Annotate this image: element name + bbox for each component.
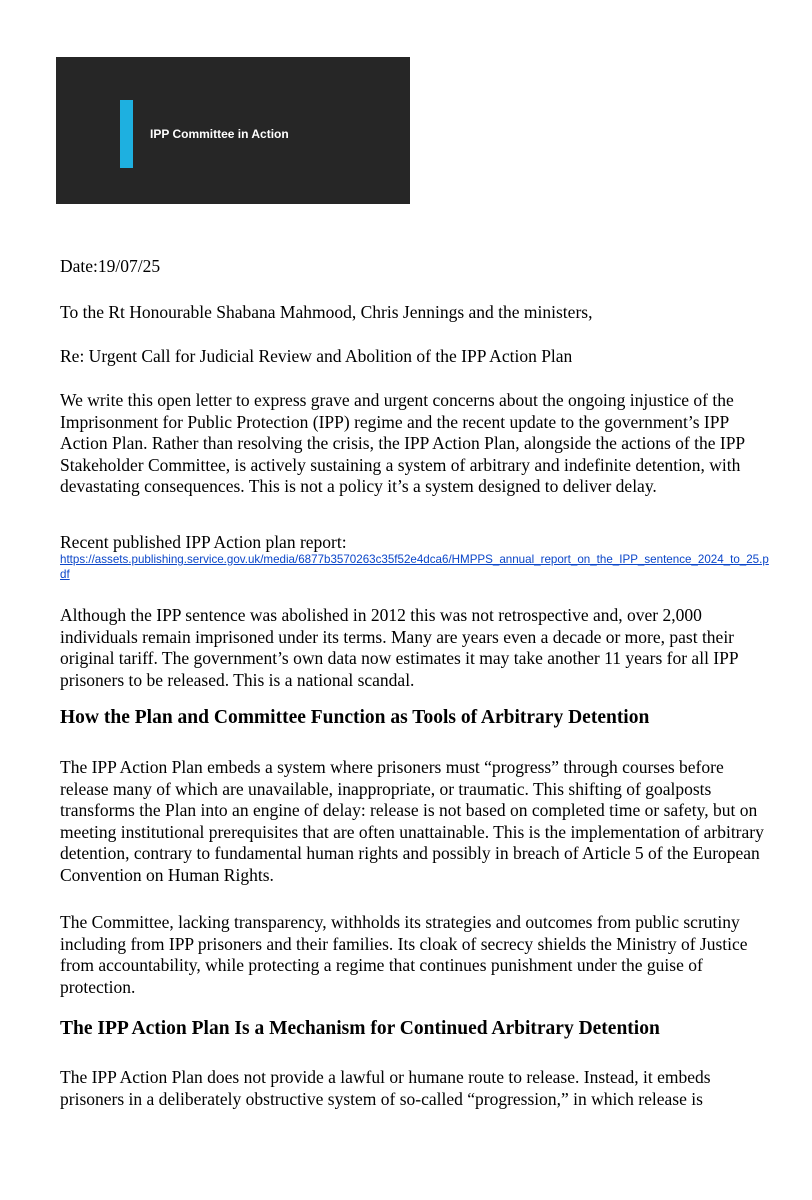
report-label: Recent published IPP Action plan report: xyxy=(60,532,347,552)
banner-title: IPP Committee in Action xyxy=(150,127,289,141)
paragraph-progress: The IPP Action Plan embeds a system where prisoners must “progress” through courses before release many of which are unavailable, inappropriate, or traumatic. This shifting of goalposts transforms the Plan into an engine of delay: release is not based on completed time or safety, but on meeting institutional prerequisites that are often unattainable. This is the implementation of arbitrary detention, contrary to fundamental human rights and possibly in breach of Article 5 of the European Convention on Human Rights. xyxy=(60,757,764,885)
letter-salutation: To the Rt Honourable Shabana Mahmood, Chris Jennings and the ministers, xyxy=(60,302,593,322)
paragraph-committee: The Committee, lacking transparency, withholds its strategies and outcomes from public scrutiny including from IPP prisoners and their families. Its cloak of secrecy shields the Ministry of Justice from accountability, while protecting a regime that continues punishment under the guise of protection. xyxy=(60,912,748,997)
paragraph-route: The IPP Action Plan does not provide a lawful or humane route to release. Instead, it embeds prisoners in a deliberately obstructive system of so-called “progression,” in which release is xyxy=(60,1067,711,1109)
letter-date: Date:19/07/25 xyxy=(60,256,161,276)
section-heading-mechanism: The IPP Action Plan Is a Mechanism for Continued Arbitrary Detention xyxy=(60,1018,660,1039)
letter-subject: Re: Urgent Call for Judicial Review and Abolition of the IPP Action Plan xyxy=(60,346,573,366)
committee-banner xyxy=(56,57,410,204)
paragraph-abolition: Although the IPP sentence was abolished in 2012 this was not retrospective and, over 2,000 individuals remain imprisoned under its terms. Many are years even a decade or more, past their original tariff. The government’s own data now estimates it may take another 11 years for all IPP prisoners to be released. This is a national scandal. xyxy=(60,605,738,690)
banner-accent-bar xyxy=(120,100,133,168)
paragraph-intro: We write this open letter to express grave and urgent concerns about the ongoing injustice of the Imprisonment for Public Protection (IPP) regime and the recent update to the government’s IPP Action Plan. Rather than resolving the crisis, the IPP Action Plan, alongside the actions of the IPP Stakeholder Committee, is actively sustaining a system of arbitrary and indefinite detention, with devastating consequences. This is not a policy it’s a system designed to deliver delay. xyxy=(60,390,745,496)
report-link[interactable]: https://assets.publishing.service.gov.uk/media/6877b3570263c35f52e4dca6/HMPPS_annual_report_on_the_IPP_sentence_2024_to_25.pdf xyxy=(60,553,769,581)
section-heading-tools: How the Plan and Committee Function as Tools of Arbitrary Detention xyxy=(60,707,650,728)
